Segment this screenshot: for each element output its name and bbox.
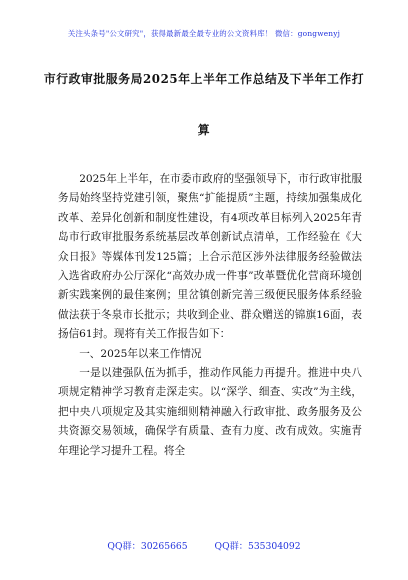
footer xyxy=(0,538,408,552)
paragraph-work-1: 一是以建强队伍为抓手，推动作风能力再提升。推进中央八项规定精神学习教育走深走实。以“深学、细查、实改”为主线，把中央八项规定及其实施细则精神融入行政审批、政务服务及公共资源交易领域，确保学有质量、查有力度、改有成效。实施青年理论学习提升工程。将全 xyxy=(58,367,362,457)
footer-qq-group-2: QQ群：535304092 xyxy=(214,541,301,552)
footer-qq-group-1: QQ群：30265665 xyxy=(107,541,188,552)
section-heading: 一、2025年以来工作情况 xyxy=(79,347,202,360)
document-body xyxy=(58,170,362,461)
header-banner: 关注头条号"公文研究"，获得最新最全最专业的公文资料库！ 微信：gongwenyj xyxy=(67,29,341,38)
document-title-line-2: 算 xyxy=(197,123,211,137)
paragraph-intro: 2025年上半年，在市委市政府的坚强领导下，市行政审批服务局始终坚持党建引领，聚焦“扩能提质”主题，持续加强集成化改革、差异化创新和制度性建设，有4项改革目标列入2025年青岛市行政审批服务系统基层改革创新试点清单，工作经验在《大众日报》等媒体刊发125篇；上合示范区涉外法律服务经验做法入选省政府办公厅深化“高效办成一件事”改革暨优化营商环境创新实践案例的最佳案例；里岔镇创新完善三级便民服务体系经验做法获于冬泉市长批示；共收到企业、群众赠送的锦旗16面，表扬信61封。现将有关工作报告如下： xyxy=(58,173,362,341)
document-title-line-1: 市行政审批服务局2025年上半年工作总结及下半年工作打 xyxy=(43,72,365,86)
